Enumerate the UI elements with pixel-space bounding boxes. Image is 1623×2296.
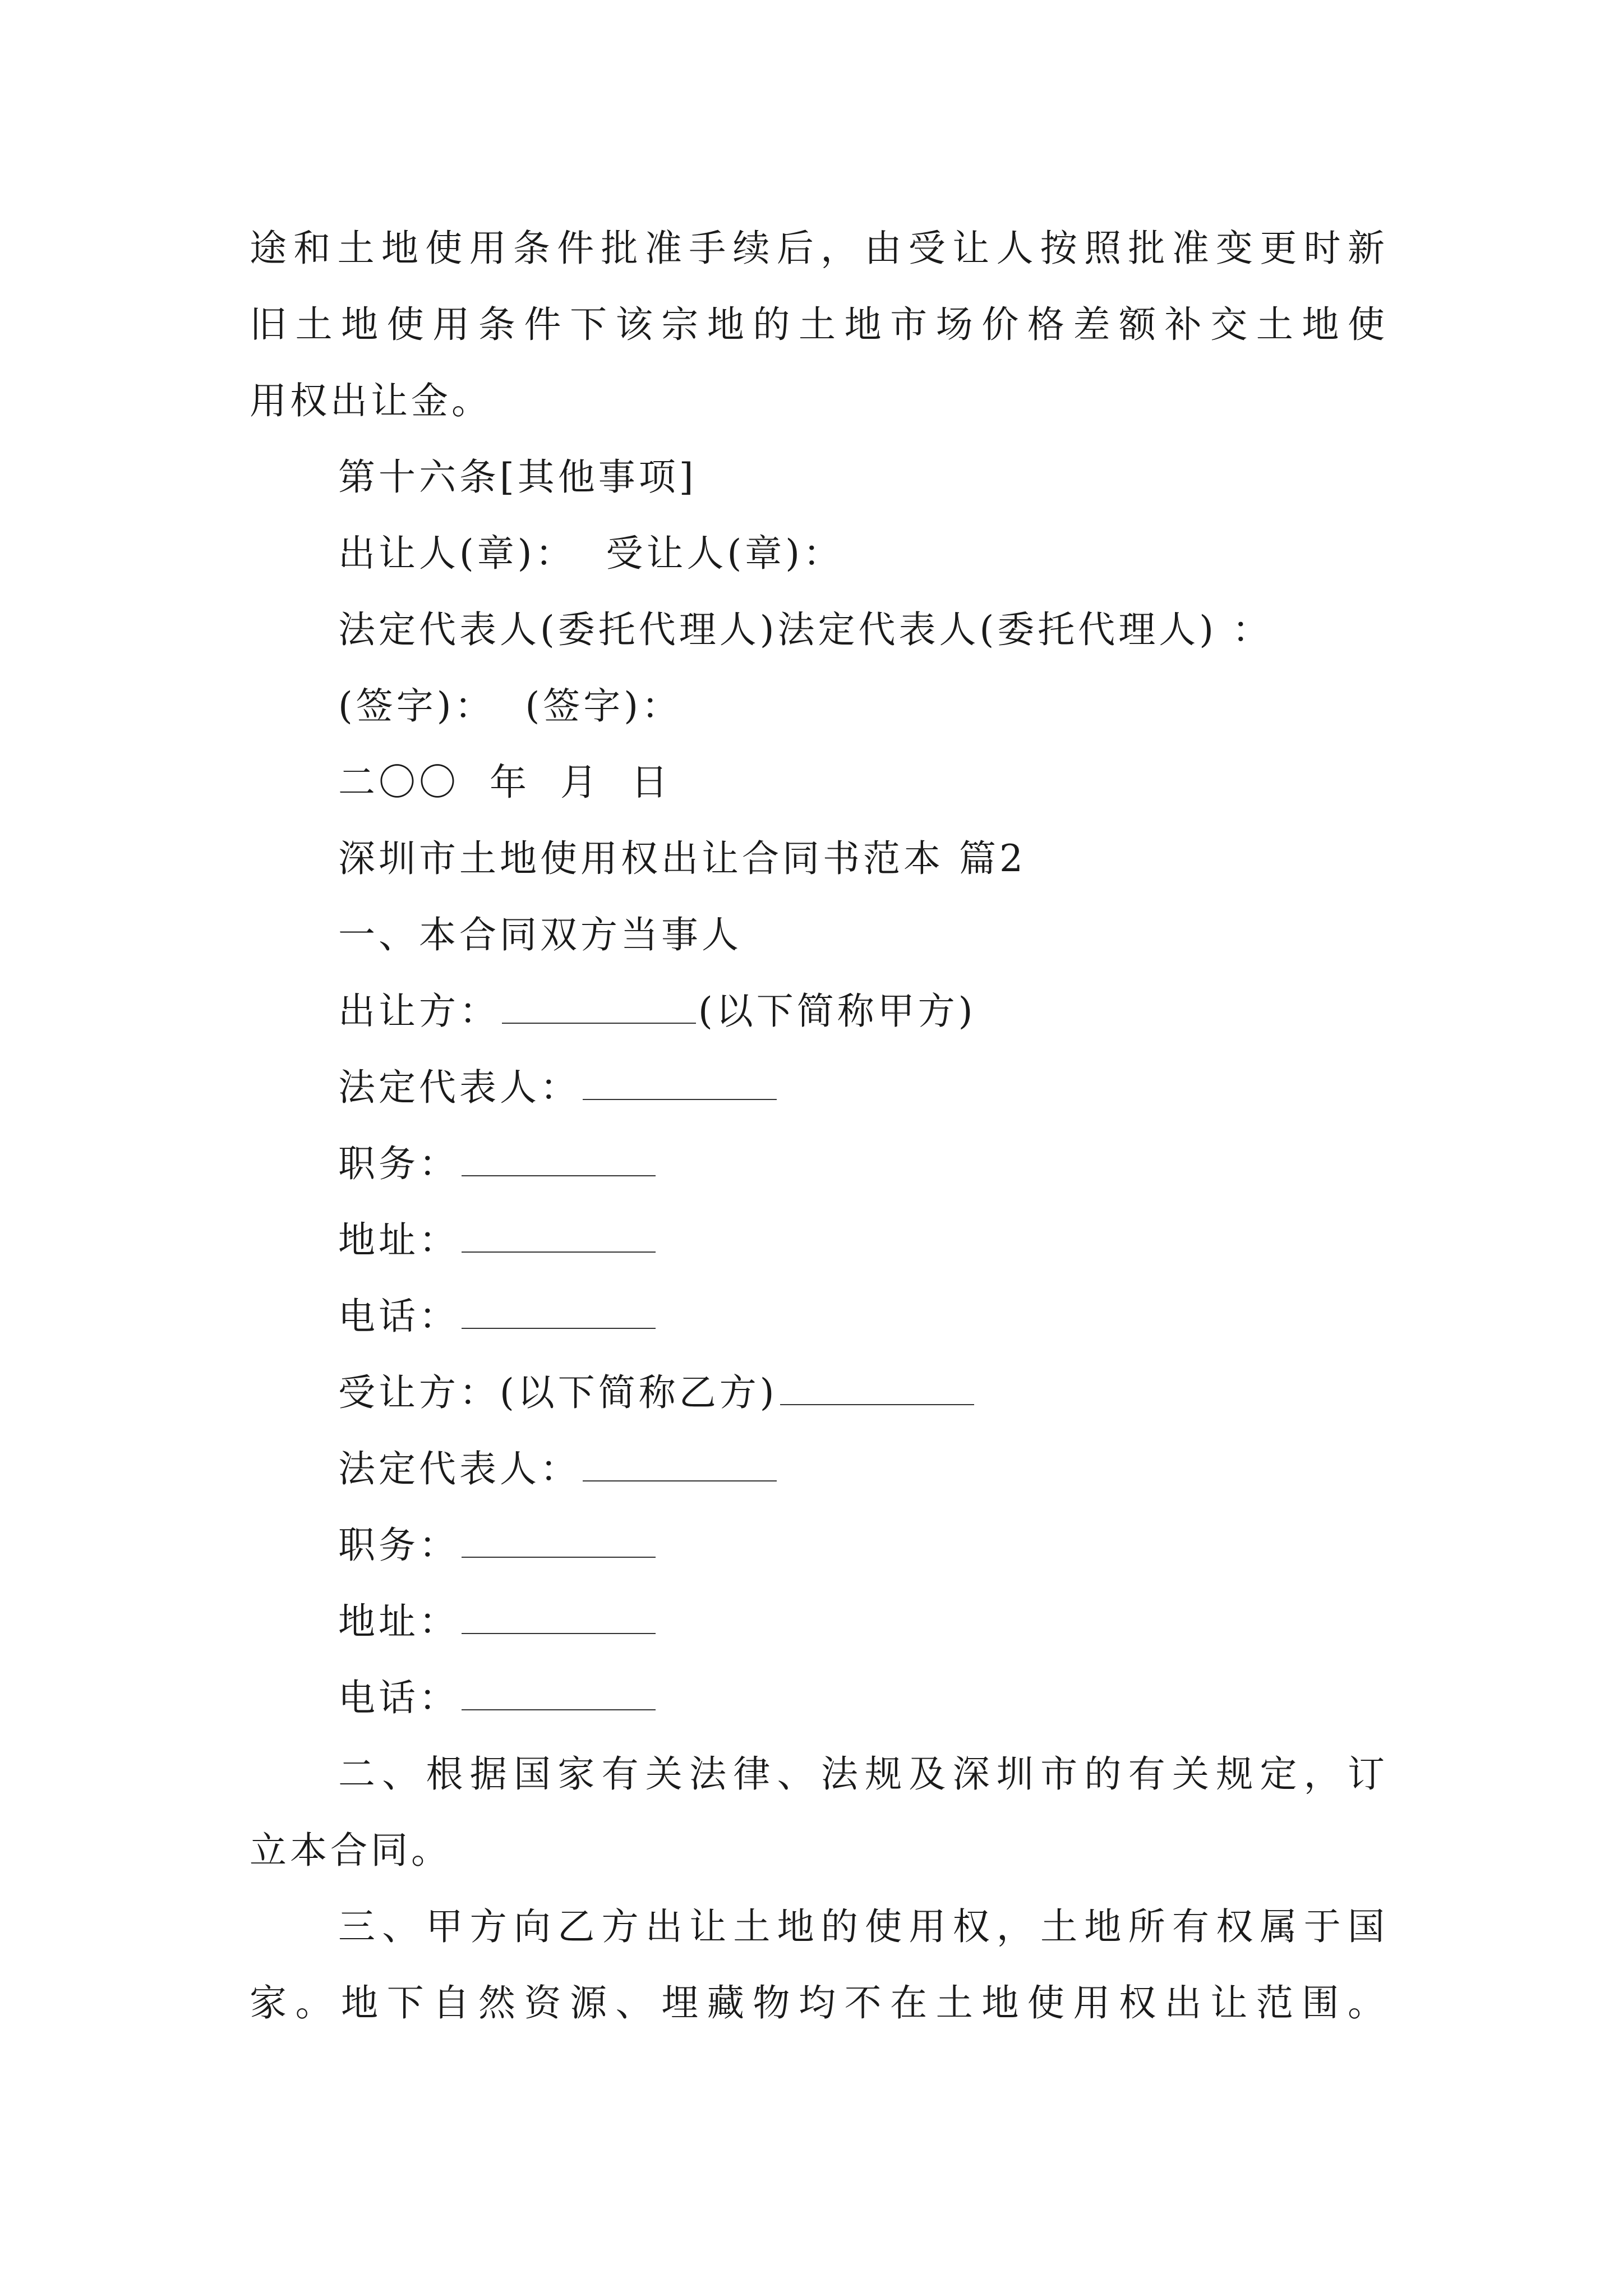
paragraph-line: 二、根据国家有关法律、法规及深圳市的有关规定，订 <box>338 1752 1388 1796</box>
date-line: 二〇〇 年 月 日 <box>338 761 671 804</box>
field-label: 法定代表人： <box>338 1447 580 1490</box>
form-field-legal-rep <box>250 1050 1388 1126</box>
signature-line: 法定代表人(委托代理人)法定代表人(委托代理人) ： <box>338 608 1272 651</box>
blank-underline <box>502 989 696 1024</box>
blank-underline <box>780 1370 974 1405</box>
article-heading: 第十六条[其他事项] <box>338 455 697 499</box>
blank-underline <box>462 1599 656 1634</box>
signature-line: 出让人(章)： 受让人(章)： <box>338 532 843 575</box>
field-label: 法定代表人： <box>338 1066 580 1109</box>
field-label: 职务： <box>338 1142 459 1185</box>
form-field-legal-rep <box>250 1431 1388 1507</box>
clause-heading: 一、本合同双方当事人 <box>338 913 742 956</box>
form-field-position <box>250 1126 1388 1202</box>
field-label: 受让方：(以下简称乙方) <box>338 1371 778 1414</box>
field-label: 地址： <box>338 1600 459 1643</box>
form-field-phone <box>250 1660 1388 1736</box>
blank-underline <box>462 1294 656 1329</box>
field-label: 电话： <box>338 1676 459 1719</box>
blank-underline <box>583 1065 777 1100</box>
blank-underline <box>462 1218 656 1253</box>
form-field-address <box>250 1202 1388 1278</box>
paragraph-line: 家。地下自然资源、埋藏物均不在土地使用权出让范围。 <box>250 1981 1388 2024</box>
document-body <box>250 210 1388 2041</box>
form-field-transferor <box>250 973 1388 1050</box>
field-label: 地址： <box>338 1218 459 1262</box>
signature-line: (签字)： (签字)： <box>338 684 682 728</box>
paragraph-line: 旧土地使用条件下该宗地的土地市场价格差额补交土地使 <box>250 303 1388 346</box>
paragraph-line: 三、甲方向乙方出让土地的使用权，土地所有权属于国 <box>338 1905 1388 1948</box>
form-field-address <box>250 1584 1388 1660</box>
form-field-position <box>250 1507 1388 1584</box>
blank-underline <box>462 1523 656 1558</box>
form-field-phone <box>250 1278 1388 1355</box>
blank-underline <box>462 1676 656 1710</box>
field-label: 电话： <box>338 1295 459 1338</box>
section-title: 深圳市土地使用权出让合同书范本 篇2 <box>338 837 1026 880</box>
field-label: 出让方： <box>338 990 500 1033</box>
field-label: 职务： <box>338 1524 459 1567</box>
blank-underline <box>583 1447 777 1481</box>
paragraph-line: 用权出让金。 <box>250 379 492 422</box>
form-field-transferee <box>250 1355 1388 1431</box>
paragraph-line: 立本合同。 <box>250 1829 451 1872</box>
paragraph-line: 途和土地使用条件批准手续后，由受让人按照批准变更时新 <box>250 227 1388 270</box>
blank-underline <box>462 1142 656 1176</box>
field-note: (以下简称甲方) <box>698 990 976 1033</box>
